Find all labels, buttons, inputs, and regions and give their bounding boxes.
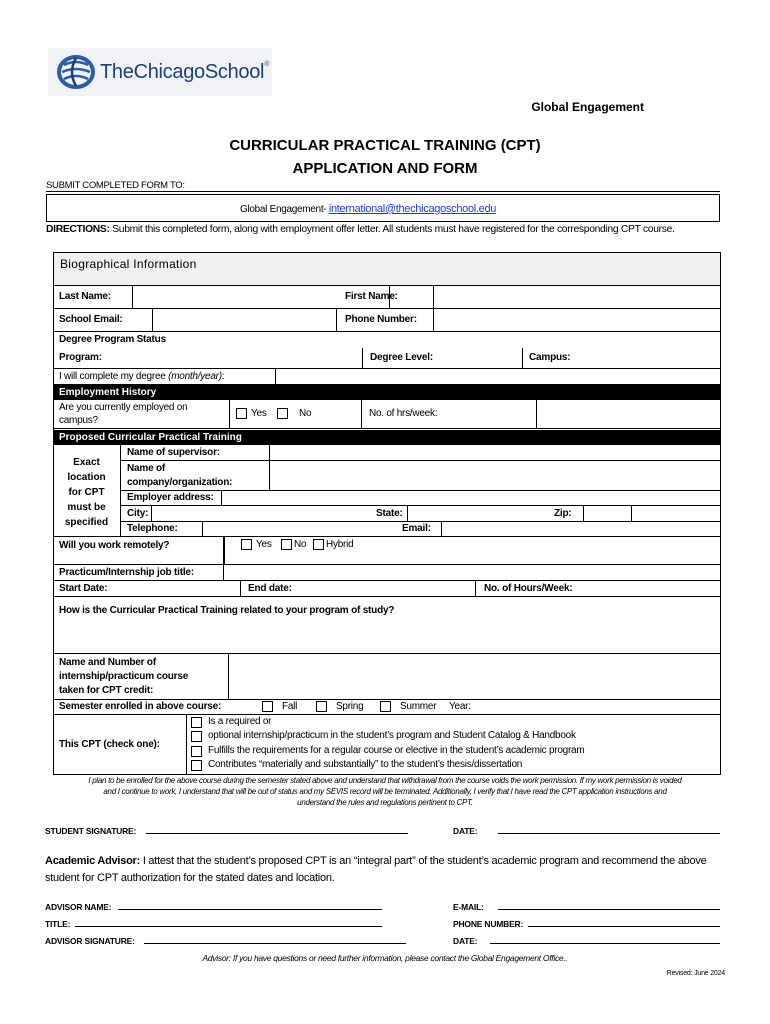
first-name-input[interactable] bbox=[433, 286, 721, 308]
telephone-row: Telephone: Email: bbox=[121, 522, 721, 537]
zip-input[interactable] bbox=[583, 506, 584, 521]
telephone-input[interactable] bbox=[202, 522, 203, 536]
globe-logo-icon bbox=[56, 55, 96, 89]
state-input[interactable] bbox=[407, 506, 408, 521]
program-row: Program: Degree Level: Campus: bbox=[53, 348, 721, 369]
advisor-email-line[interactable] bbox=[498, 909, 720, 910]
name-row: Last Name: First Name: bbox=[53, 286, 721, 309]
student-signature-line[interactable] bbox=[146, 833, 408, 834]
company-row: Name of company/organization: bbox=[121, 461, 721, 491]
directions: DIRECTIONS: Submit this completed form, along with employment offer letter. All students must have registered for the corresponding CPT course. bbox=[46, 224, 675, 235]
submit-to-label: SUBMIT COMPLETED FORM TO: bbox=[46, 180, 185, 191]
option-required-checkbox[interactable] bbox=[191, 717, 202, 728]
address-row: Employer address: bbox=[121, 491, 721, 506]
completion-label: I will complete my degree (month/year): bbox=[59, 371, 225, 382]
remote-yes-checkbox[interactable] bbox=[241, 539, 252, 550]
exact-location-note: Exact location for CPT must be specified bbox=[53, 445, 121, 537]
supervisor-row: Name of supervisor: bbox=[121, 445, 721, 461]
semester-row: Semester enrolled in above course: Fall Spring Summer Year: bbox=[53, 700, 721, 715]
option-optional-checkbox[interactable] bbox=[191, 731, 202, 742]
advisor-title-label: TITLE: bbox=[45, 919, 71, 929]
phone-input[interactable] bbox=[433, 309, 721, 331]
form-title-line2: APPLICATION AND FORM bbox=[292, 160, 478, 177]
employed-yes-checkbox[interactable] bbox=[236, 408, 247, 419]
company-input[interactable] bbox=[269, 461, 721, 490]
employment-row: Are you currently employed on campus? Yes No No. of hrs/week: bbox=[53, 400, 721, 429]
course-input[interactable] bbox=[228, 654, 229, 699]
email-row: School Email: Phone Number: bbox=[53, 309, 721, 332]
option-contributes-checkbox[interactable] bbox=[191, 760, 202, 771]
advisor-phone-line[interactable] bbox=[528, 926, 720, 927]
student-signature-label: STUDENT SIGNATURE: bbox=[45, 826, 137, 836]
submit-destination: Global Engagement- international@thechicagoschool.edu bbox=[240, 203, 497, 215]
advisor-name-label: ADVISOR NAME: bbox=[45, 902, 112, 912]
remote-no-checkbox[interactable] bbox=[281, 539, 292, 550]
job-title-input[interactable] bbox=[223, 565, 224, 580]
job-title-row: Practicum/Internship job title: bbox=[53, 565, 721, 581]
employment-section-header: Employment History bbox=[53, 385, 721, 400]
date-label: DATE: bbox=[453, 826, 478, 836]
advisor-date-line[interactable] bbox=[490, 943, 720, 944]
course-row: Name and Number of internship/practicum course taken for CPT credit: bbox=[53, 654, 721, 700]
city-row: City: State: Zip: bbox=[121, 506, 721, 522]
advisor-signature-line[interactable] bbox=[144, 943, 406, 944]
divider bbox=[46, 191, 720, 192]
employed-no-checkbox[interactable] bbox=[277, 408, 288, 419]
footer-note: Advisor: If you have questions or need further information, please contact the Global Engagement Office.. bbox=[202, 953, 568, 963]
advisor-signature-label: ADVISOR SIGNATURE: bbox=[45, 936, 135, 946]
fall-checkbox[interactable] bbox=[262, 701, 273, 712]
degree-status-row: Degree Program Status bbox=[59, 334, 166, 345]
remote-row: Will you work remotely? Yes No Hybrid bbox=[53, 537, 721, 565]
advisor-name-line[interactable] bbox=[118, 909, 382, 910]
summer-checkbox[interactable] bbox=[380, 701, 391, 712]
school-logo bbox=[48, 48, 272, 96]
disclaimer: I plan to be enrolled for the above course during the semester stated above and understand that withdrawal from the course voids the work permission. If my work permission is voided and I continue to work, I understand that will be out of status and my SEVIS record will be terminated. Additionally, I verify that I have read the CPT application instructions and understand the rules and regulations pertinent to CPT. bbox=[88, 776, 682, 807]
hrs-week-input[interactable] bbox=[536, 400, 537, 428]
city-input[interactable] bbox=[151, 506, 152, 521]
completion-row bbox=[53, 369, 721, 385]
bio-section-header: Biographical Information bbox=[54, 253, 720, 286]
spring-checkbox[interactable] bbox=[316, 701, 327, 712]
logo-text: TheChicagoSchool® bbox=[100, 60, 270, 83]
remote-hybrid-checkbox[interactable] bbox=[313, 539, 324, 550]
option-fulfills-checkbox[interactable] bbox=[191, 746, 202, 757]
cpt-email-input[interactable] bbox=[441, 522, 442, 536]
advisor-attestation: Academic Advisor: I attest that the student’s proposed CPT is an “integral part” of the student’s academic program and recommend the above student for CPT authorization for the stated dates and location. bbox=[45, 855, 707, 884]
supervisor-input[interactable] bbox=[269, 445, 721, 460]
address-input[interactable] bbox=[221, 491, 721, 505]
student-date-line[interactable] bbox=[498, 833, 720, 834]
revised-date: Revised: June 2024 bbox=[666, 970, 725, 977]
form-title-line1: CURRICULAR PRACTICAL TRAINING (CPT) bbox=[229, 137, 541, 154]
cpt-section-header: Proposed Curricular Practical Training bbox=[53, 430, 721, 445]
dates-row: Start Date: End date: No. of Hours/Week: bbox=[53, 581, 721, 597]
advisor-date-label: DATE: bbox=[453, 936, 478, 946]
related-row[interactable]: How is the Curricular Practical Training related to your program of study? bbox=[53, 597, 721, 654]
email-link[interactable]: international@thechicagoschool.edu bbox=[328, 203, 497, 215]
advisor-title-line[interactable] bbox=[75, 926, 382, 927]
this-cpt-row: This CPT (check one): Is a required or optional internship/practicum in the student’s program and Student Catalog & Handbook Fulfills the requirements for a regular course or elective in the student’s academic program Contributes “materially and substantially” to the student’s thesis/dissertation bbox=[53, 715, 721, 775]
advisor-email-label: E-MAIL: bbox=[453, 902, 484, 912]
department-name: Global Engagement bbox=[531, 100, 644, 114]
advisor-phone-label: PHONE NUMBER: bbox=[453, 919, 524, 929]
